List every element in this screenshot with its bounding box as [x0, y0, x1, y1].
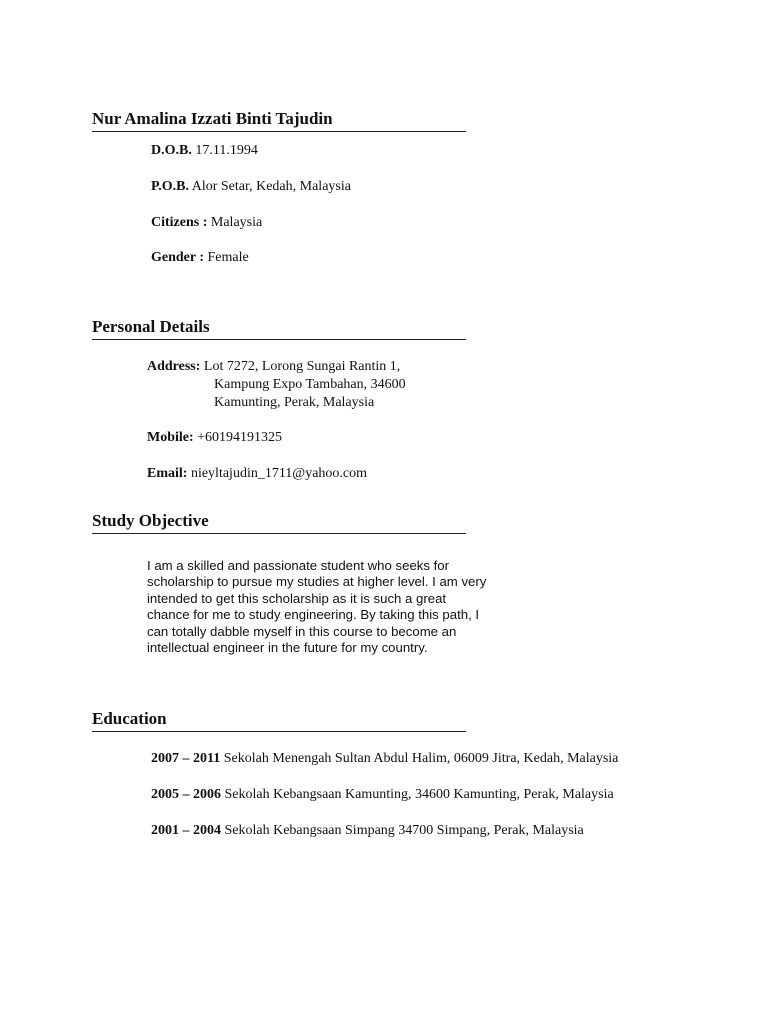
- education-heading: Education: [92, 708, 466, 732]
- address-field: [147, 358, 406, 412]
- mobile-label: Mobile:: [147, 430, 194, 445]
- education-school: Sekolah Kebangsaan Simpang 34700 Simpang, Perak, Malaysia: [224, 823, 584, 838]
- email-value: nieyltajudin_1711@yahoo.com: [190, 466, 368, 481]
- gender-label: Gender :: [151, 250, 205, 265]
- gender-field: [151, 249, 249, 267]
- citizens-field: [151, 214, 262, 232]
- gender-value: Female: [207, 250, 249, 265]
- personal-details-heading: Personal Details: [92, 316, 466, 340]
- email-label: Email:: [147, 466, 188, 481]
- address-label: Address:: [147, 359, 201, 374]
- education-school: Sekolah Menengah Sultan Abdul Halim, 06009 Jitra, Kedah, Malaysia: [223, 751, 619, 766]
- citizens-value: Malaysia: [210, 215, 263, 230]
- address-line-2: Kampung Expo Tambahan, 34600: [214, 377, 406, 392]
- education-school: Sekolah Kebangsaan Kamunting, 34600 Kamunting, Perak, Malaysia: [224, 787, 614, 802]
- pob-label: P.O.B.: [151, 179, 189, 194]
- pob-field: [151, 178, 351, 196]
- address-line-3: Kamunting, Perak, Malaysia: [214, 395, 375, 410]
- education-years: 2007 – 2011: [151, 751, 221, 766]
- dob-value: 17.11.1994: [195, 143, 258, 158]
- mobile-field: [147, 429, 282, 447]
- education-item: [151, 822, 584, 840]
- email-field: [147, 465, 367, 483]
- study-objective-paragraph: I am a skilled and passionate student who seeks for scholarship to pursue my studies at higher level. I am very intended to get this scholarship as it is such a great chance for me to study engineering. By taking this path, I can totally dabble myself in this course to become an intellectual engineer in the future for my country.: [147, 558, 487, 656]
- education-item: [151, 786, 614, 804]
- citizens-label: Citizens :: [151, 215, 208, 230]
- education-item: [151, 750, 618, 768]
- applicant-name-heading: Nur Amalina Izzati Binti Tajudin: [92, 108, 466, 132]
- pob-value: Alor Setar, Kedah, Malaysia: [191, 179, 351, 194]
- address-line-1: [147, 358, 406, 376]
- education-years: 2005 – 2006: [151, 787, 221, 802]
- dob-field: [151, 142, 258, 160]
- education-years: 2001 – 2004: [151, 823, 221, 838]
- mobile-value: +60194191325: [197, 430, 283, 445]
- study-objective-heading: Study Objective: [92, 510, 466, 534]
- address-value-line: Lot 7272, Lorong Sungai Rantin 1,: [203, 359, 401, 374]
- dob-label: D.O.B.: [151, 143, 192, 158]
